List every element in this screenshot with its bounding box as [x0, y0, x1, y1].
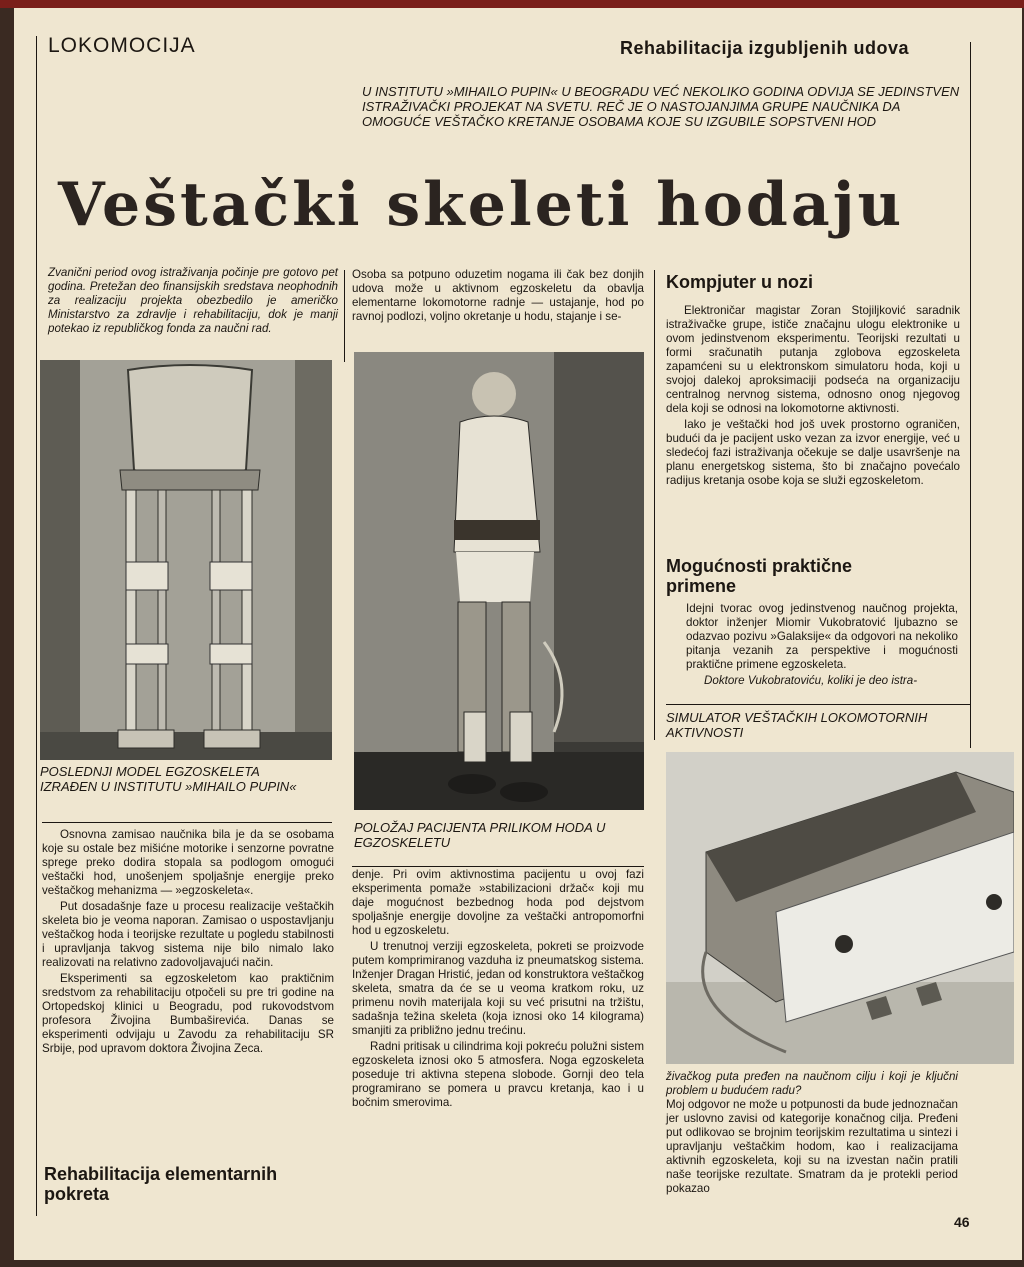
paragraph: Put dosadašnje faze u procesu realizacije veštačkih skeleta bio je veoma naporan. Zamisao o uspostavljanju veštačkog hoda i teorijske rezultate u pogledu stabilnosti i upravljanja takvog sistema nije bilo nimalo lako realizovati na relativno zadovoljavajući način.	[42, 900, 334, 969]
column-1-body	[42, 828, 334, 1058]
magazine-page	[14, 8, 1022, 1260]
subhead-applications: Mogućnosti praktične primene	[666, 556, 853, 596]
interview-answer: Moj odgovor ne može u potpunosti da bude jednoznačan jer uslovno zavisi od kategorije konačnog cilja. Pređeni put odlikovao se brojnim teorijskim rezultatima u sintezi i upravljanju veštačkim hodom, kao i realizacijama aktivnih egzoskeleta, koji su na izvestan način pratili naše teorijske rezultate. Smatram da je protekli period pokazao	[666, 1098, 958, 1195]
column-2-body	[352, 868, 644, 1112]
patient-walking-photo	[354, 352, 644, 810]
column-3-body-mid	[686, 602, 958, 690]
column-rule-2	[654, 270, 655, 740]
headline: Veštački skeleti hodaju	[58, 170, 905, 240]
paragraph: Iako je veštački hod još uvek prostorno ograničen, budući da je pacijent usko vezan za izvor energije, već u sledećoj fazi istraživanja očekuje se dalje usavršenje na planu energetskog sistema, što bi značajno povećalo radijus kretanja osobe koja se služi egzoskeletom.	[666, 418, 960, 487]
section-label: LOKOMOCIJA	[48, 34, 196, 57]
caption-rule-3	[666, 704, 970, 705]
right-frame-rule	[970, 42, 971, 748]
left-frame-rule	[36, 36, 37, 1216]
paragraph: Radni pritisak u cilindrima koji pokreću polužni sistem egzoskeleta iznosi oko 5 atmosfera. Noga egzoskeleta poseduje tri aktivna stepena slobode. Gornji deo tela programirano se pomera u pravcu kretanja, kao i u bočnim smerovima.	[352, 1040, 644, 1109]
page-number: 46	[954, 1214, 970, 1230]
photo-caption-exoskeleton: POSLEDNJI MODEL EGZOSKELETA IZRAĐEN U INSTITUTU »MIHAILO PUPIN«	[40, 764, 297, 794]
paragraph: Osnovna zamisao naučnika bila je da se osobama koje su ostale bez mišićne motorike i senzorne povratne sprege preko dodira stopala sa podlogom omogući veštački hod, unošenjem spoljašnje energije preko veštačkog mehanizma — »egzoskeleta«.	[42, 828, 334, 897]
paragraph: Idejni tvorac ovog jedinstvenog naučnog projekta, doktor inženjer Miomir Vukobratović ljubazno se odazvao pozivu »Galaksije« da odgovori na nekoliko pitanja vezanih za perspektive i mogućnosti praktične primene egzoskeleta.	[686, 602, 958, 671]
column-2-top-text: Osoba sa potpuno oduzetim nogama ili čak bez donjih udova može u aktivnom egzoskeletu da obavlja elementarne lokomotorne radnje — ustajanje, hod po ravnoj podlozi, voljno okretanje u hodu, stajanje i se-	[352, 268, 644, 323]
simulator-photo	[666, 752, 1014, 1064]
photo-caption-simulator: SIMULATOR VEŠTAČKIH LOKOMOTORNIH AKTIVNOSTI	[666, 710, 928, 740]
column-rule-1	[344, 270, 345, 362]
subhead-rehabilitation: Rehabilitacija elementarnih pokreta	[44, 1164, 278, 1204]
paragraph: Elektroničar magistar Zoran Stojiljković saradnik istraživačke grupe, ističe značajnu ulogu elektronike u ovom jedinstvenom eksperimentu. Teorijski rezultati u formi sračunatih putanja zglobova egzoskeleta zapamćeni su u elektronskom simulatoru hoda, koji u svojoj dalekoj aproksimaciji podseća na organizaciju centralnog nervnog sistema, odnosno onog njegovog dela koji se odnosi na lokomotorne aktivnosti.	[666, 304, 960, 415]
photo-caption-patient: POLOŽAJ PACIJENTA PRILIKOM HODA U EGZOSKELETU	[354, 820, 606, 850]
subhead-computer: Kompjuter u nozi	[666, 272, 813, 292]
caption-rule-1	[42, 822, 332, 823]
column-3-body-top	[666, 304, 960, 490]
top-edge	[0, 0, 1024, 8]
lead-paragraph: Zvanični period ovog istraživanja počinje pre gotovo pet godina. Pretežan deo finansijskih sredstava neophodnih za realizaciju projekta obezbedilo je američko Ministarstvo za zdravlje i rehabilitaciju, dok je manji potekao iz republičkog fonda za naučni rad.	[48, 266, 338, 335]
paragraph: denje. Pri ovim aktivnostima pacijentu u ovoj fazi eksperimenta pomaže »stabilizacioni držač« koji mu daje mogućnost bezbednog hoda pod dejstvom spoljašnje energije dovoljne za veštački antropomorfni hod u egzoskeletu.	[352, 868, 644, 937]
topic-label: Rehabilitacija izgubljenih udova	[620, 38, 910, 58]
interview-question-continued: živačkog puta pređen na naučnom cilju i koji je ključni problem u budućem radu?	[666, 1070, 958, 1097]
caption-rule-2	[352, 866, 644, 867]
exoskeleton-photo	[40, 360, 332, 760]
paragraph: Eksperimenti sa egzoskeletom kao praktičnim sredstvom za rehabilitaciju otpočeli su pre tri godine na Ortopedskoj klinici u Beogradu, pod rukovodstvom profesora Živojina Bumbaširevića. Danas se eksperimenti odvijaju u Zavodu za rehabilitaciju SR Srbije, pod upravom doktora Živojina Zeca.	[42, 972, 334, 1055]
intro-deck: U INSTITUTU »MIHAILO PUPIN« U BEOGRADU VEĆ NEKOLIKO GODINA ODVIJA SE JEDINSTVEN ISTRAŽIVAČKI PROJEKAT NA SVETU. REČ JE O NASTOJANJIMA GRUPE NAUČNIKA DA OMOGUĆE VEŠTAČKO KRETANJE OSOBAMA KOJE SU IZGUBILE SOPSTVENI HOD	[362, 84, 960, 129]
paragraph: U trenutnoj verziji egzoskeleta, pokreti se proizvode putem komprimiranog vazduha iz pneumatskog sistema. Inženjer Dragan Hristić, jedan od konstruktora veštačkog skeleta, smatra da će se u veoma kratkom roku, uz primenu novih materijala koji su već prisutni na tržištu, sadašnja težina skeleta (koja iznosi oko 14 kilograma) smanjiti za približno jednu trećinu.	[352, 940, 644, 1037]
interview-question: Doktore Vukobratoviću, koliki je deo istra-	[704, 674, 918, 687]
